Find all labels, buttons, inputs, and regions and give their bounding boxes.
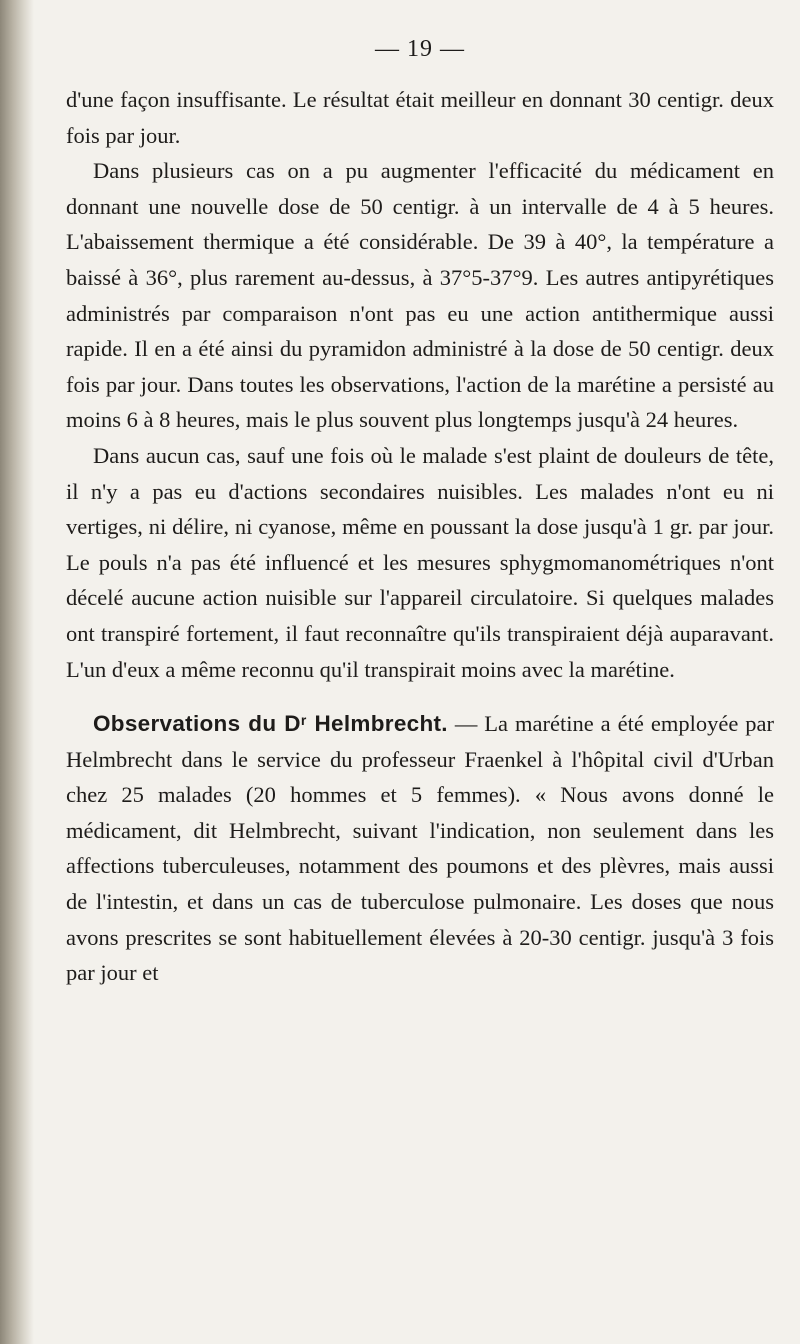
observations-heading — [93, 711, 448, 736]
page-number: — 19 — — [375, 36, 465, 62]
paragraph-dosage: Dans plusieurs cas on a pu augmenter l'efficacité du médicament en donnant une nouvelle dose de 50 centigr. à un intervalle de 4 à 5 heures. L'abaissement thermique a été considérable. De 39 à 40°, la température a baissé à 36°, plus rarement au-dessus, à 37°5-37°9. Les autres antipyrétiques administrés par comparaison n'ont pas eu une action antithermique aussi rapide. Il en a été ainsi du pyramidon administré à la dose de 50 centigr. deux fois par jour. Dans toutes les observations, l'action de la marétine a persisté au moins 6 à 8 heures, mais le plus souvent plus longtemps jusqu'à 24 heures. — [66, 158, 774, 433]
paragraph-observations — [66, 703, 774, 991]
body-text — [66, 82, 774, 991]
section-spacer — [66, 687, 774, 703]
paragraph-continued: d'une façon insuffisante. Le résultat était meilleur en donnant 30 centigr. deux fois par jour. — [66, 87, 774, 148]
observations-heading-name: Helmbrecht. — [306, 711, 448, 737]
binding-shadow — [0, 0, 34, 1344]
observations-heading-prefix: Observations du D — [93, 711, 301, 737]
observations-text: — La marétine a été employée par Helmbrecht dans le service du professeur Fraenkel à l'hôpital civil d'Urban chez 25 malades (20 hommes et 5 femmes). « Nous avons donné le médicament, dit Helmbrecht, suivant l'indication, non seulement dans les affections tuberculeuses, notamment des poumons et des plèvres, mais aussi de l'intestin, et dans un cas de tuberculose pulmonaire. Les doses que nous avons prescrites se sont habituellement élevées à 20-30 centigr. jusqu'à 3 fois par jour et — [66, 711, 775, 986]
observations-heading-sup: r — [300, 712, 307, 729]
paragraph-side-effects: Dans aucun cas, sauf une fois où le malade s'est plaint de douleurs de tête, il n'y a pas eu d'actions secondaires nuisibles. Les malades n'ont eu ni vertiges, ni délire, ni cyanose, même en poussant la dose jusqu'à 1 gr. par jour. Le pouls n'a pas été influencé et les mesures sphygmomanométriques n'ont décelé aucune action nuisible sur l'appareil circulatoire. Si quelques malades ont transpiré fortement, il faut reconnaître qu'ils transpiraient déjà auparavant. L'un d'eux a même reconnu qu'il transpirait moins avec la marétine. — [66, 442, 774, 682]
